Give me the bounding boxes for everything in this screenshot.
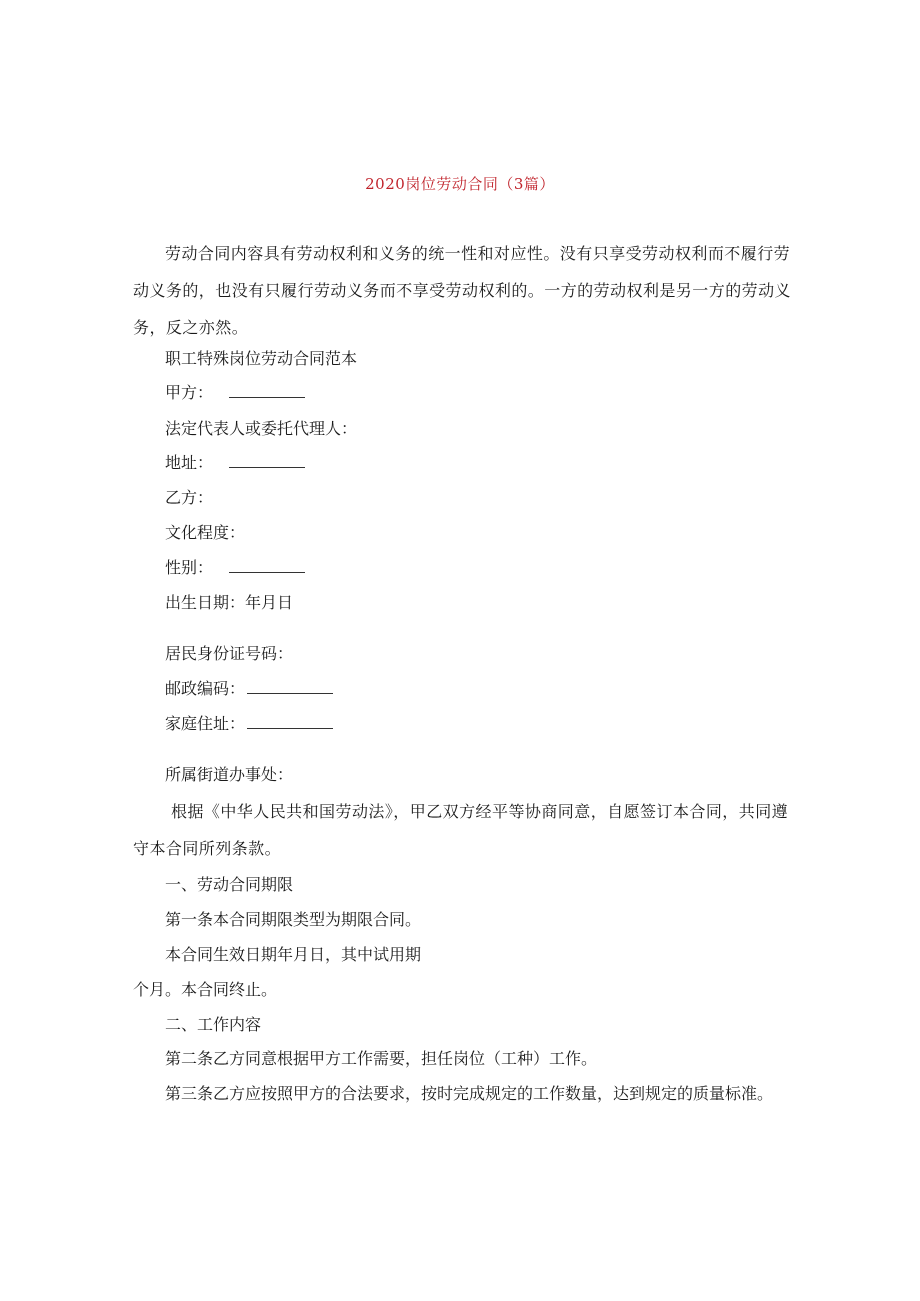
template-title: 职工特殊岗位劳动合同范本: [165, 349, 358, 368]
gender-field: [165, 557, 305, 579]
effective-date-continuation: 个月。本合同终止。: [133, 980, 278, 999]
education-label: 文化程度：: [165, 523, 246, 542]
party-a-blank: [229, 383, 305, 398]
gender-blank: [229, 558, 305, 573]
subdistrict-label: 所属街道办事处：: [165, 765, 294, 784]
address-label: 地址：: [165, 453, 214, 472]
home-address-label: 家庭住址：: [165, 714, 246, 733]
section1-heading: 一、劳动合同期限: [165, 875, 294, 894]
article2-text: 第二条乙方同意根据甲方工作需要，担任岗位（工种）工作。: [165, 1049, 598, 1068]
address-field: [165, 452, 305, 474]
preamble-paragraph: 根据《中华人民共和国劳动法》，甲乙双方经平等协商同意，自愿签订本合同，共同遵守本合同所列条款。: [133, 802, 789, 858]
party-b-label: 乙方：: [165, 488, 214, 507]
article1-text: 第一条本合同期限类型为期限合同。: [165, 910, 422, 929]
document-title: 2020岗位劳动合同（3篇）: [365, 175, 555, 193]
effective-date-text: 本合同生效日期年月日，其中试用期: [165, 945, 422, 964]
section2-heading: 二、工作内容: [165, 1015, 262, 1034]
gender-label: 性别：: [165, 558, 214, 577]
address-blank: [229, 453, 305, 468]
id-number-label: 居民身份证号码：: [165, 644, 294, 663]
postal-code-blank: [247, 679, 333, 694]
intro-paragraph: 劳动合同内容具有劳动权利和义务的统一性和对应性。没有只享受劳动权利而不履行劳动义务的，也没有只履行劳动义务而不享受劳动权利的。一方的劳动权利是另一方的劳动义务，反之亦然。: [133, 244, 792, 337]
home-address-field: [165, 713, 333, 735]
birth-date-label: 出生日期：年月日: [165, 593, 294, 612]
party-a-field: [165, 382, 305, 404]
article3-text: 第三条乙方应按照甲方的合法要求，按时完成规定的工作数量，达到规定的质量标准。: [165, 1084, 774, 1103]
home-address-blank: [247, 714, 333, 729]
party-a-label: 甲方：: [165, 383, 214, 402]
legal-rep-label: 法定代表人或委托代理人：: [165, 419, 358, 438]
postal-code-field: [165, 678, 333, 700]
postal-code-label: 邮政编码：: [165, 679, 246, 698]
